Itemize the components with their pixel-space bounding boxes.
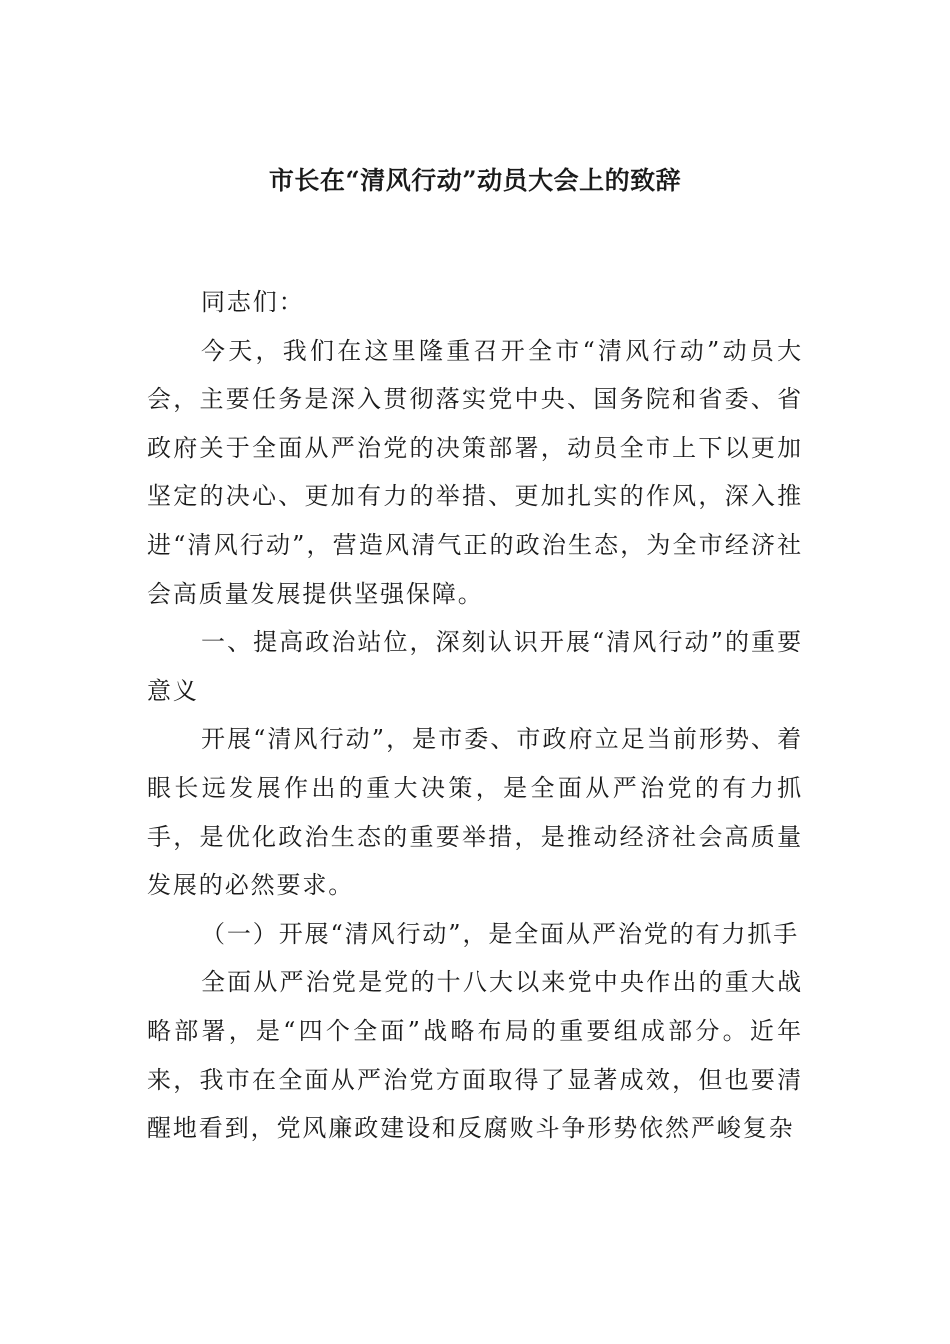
- document-body: [147, 278, 803, 1153]
- section-1-paragraph: 开展“清风行动”，是市委、市政府立足当前形势、着眼长远发展作出的重大决策，是全面从严治党的有力抓手，是优化政治生态的重要举措，是推动经济社会高质量发展的必然要求。: [147, 725, 803, 900]
- intro-paragraph: 今天，我们在这里隆重召开全市“清风行动”动员大会，主要任务是深入贯彻落实党中央、国务院和省委、省政府关于全面从严治党的决策部署，动员全市上下以更加坚定的决心、更加有力的举措、更加扎实的作风，深入推进“清风行动”，营造风清气正的政治生态，为全市经济社会高质量发展提供坚强保障。: [147, 336, 803, 608]
- subsection-1-paragraph: 全面从严治党是党的十八大以来党中央作出的重大战略部署，是“四个全面”战略布局的重要组成部分。近年来，我市在全面从严治党方面取得了显著成效，但也要清醒地看到，党风廉政建设和反腐败斗争形势依然严峻复杂: [147, 968, 803, 1143]
- section-heading-1: 一、提高政治站位，深刻认识开展“清风行动”的重要意义: [147, 628, 803, 705]
- document-title: 市长在“清风行动”动员大会上的致辞: [268, 166, 682, 195]
- salutation-paragraph: 同志们：: [201, 288, 305, 316]
- subsection-heading-1: （一）开展“清风行动”，是全面从严治党的有力抓手: [201, 919, 800, 948]
